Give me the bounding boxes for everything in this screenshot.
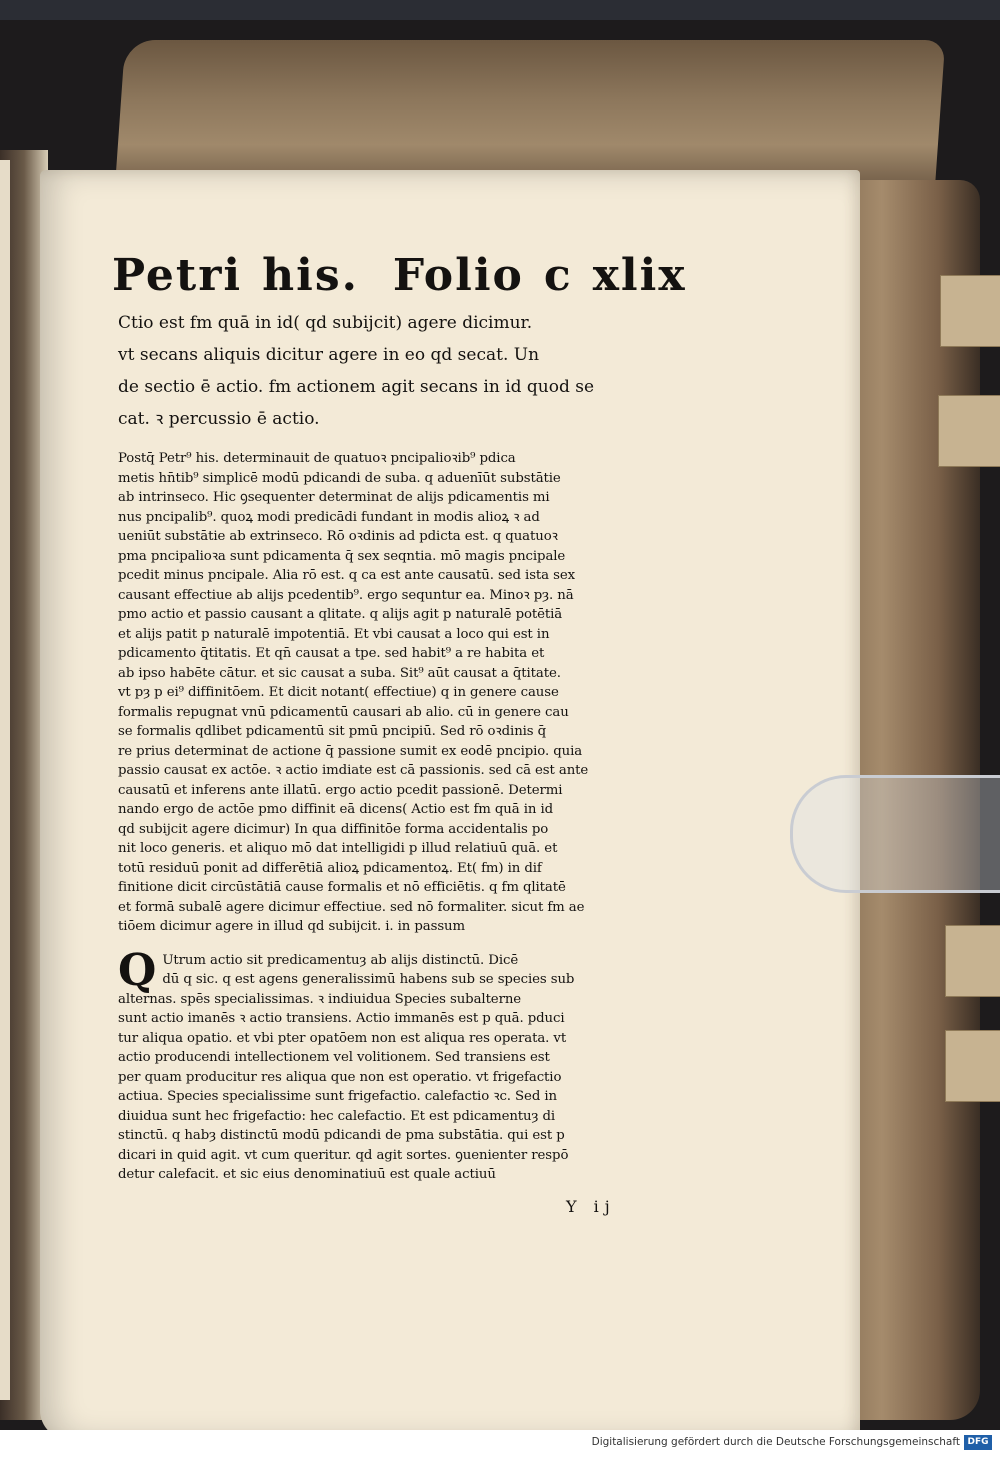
commentary-line: causatū et inferens ante illatū. ergo actio pcedit passionē. Determi [118, 782, 563, 798]
intro-line: Ctio est fm quā in id( qd subijcit) agere dicimur. [118, 313, 533, 333]
question-line: dū q sic. q est agens generalissimū habens sub se species sub [162, 972, 575, 987]
scanner-clamp [790, 775, 1000, 893]
question-line: stinctū. q habȝ distinctū modū pdicandi de pma substātia. qui est p [118, 1128, 565, 1143]
commentary-line: re prius determinat de actione q̄ passione sumit ex eodē pncipio. quia [118, 743, 583, 759]
commentary-line: tiōem dicimur agere in illud qd subijcit. i. in passum [118, 919, 466, 934]
commentary-line: pdicamento q̄titatis. Et qn̄ causat a tpe. sed habit⁹ a re habita et [118, 646, 545, 661]
commentary-line: causant effectiue ab alijs pcedentib⁹. ergo sequntur ea. Minoꝛ pȝ. nā [118, 587, 574, 603]
commentary-line: finitione dicit circūstātiā cause formalis et nō efficiētis. q fm qlitatē [118, 880, 566, 895]
commentary-line: Postq̄ Petr⁹ his. determinauit de quatuoꝛ pncipalioꝛib⁹ pdica [118, 451, 516, 466]
intro-line: vt secans aliquis dicitur agere in eo qd secat. Un [118, 345, 540, 365]
page-top-edge [115, 40, 945, 190]
header-word: Folio [392, 250, 524, 301]
question-line: actio producendi intellectionem vel volitionem. Sed transiens est [118, 1050, 550, 1065]
commentary-line: passio causat ex actōe. ꝛ actio imdiate est cā passionis. sed cā est ante [118, 763, 589, 778]
commentary-line: ab intrinseco. Hic ꝯsequenter determinat de alijs pdicamentis mi [118, 490, 550, 505]
credit-text: Digitalisierung gefördert durch die Deutsche Forschungsgemeinschaft [591, 1436, 960, 1448]
question-line: alternas. spēs specialissimas. ꝛ indiuidua Species subalterne [118, 991, 522, 1007]
question-line: detur calefacit. et sic eius denominatiuū est quale actiuū [118, 1167, 496, 1182]
left-page-strip [0, 160, 10, 1400]
commentary-line: nus pncipalib⁹. quoꝝ modi predicādi fundant in modis alioꝝ ꝛ ad [118, 509, 540, 525]
commentary-line: et alijs patit p naturalē impotentiā. Et vbi causat a loco qui est in [118, 626, 550, 642]
clasp-strap [945, 925, 1000, 997]
commentary-line: pcedit minus pncipale. Alia rō est. q ca est ante causatū. sed ista sex [118, 568, 576, 583]
commentary-line: se formalis qdlibet pdicamentū sit pmū pncipiū. Sed rō oꝛdinis q̄ [118, 724, 547, 739]
commentary-line: ueniūt substātie ab extrinseco. Rō oꝛdinis ad pdicta est. q quatuoꝛ [118, 529, 558, 544]
dfg-logo: DFG [964, 1435, 992, 1450]
question-text [118, 944, 638, 1185]
commentary-line: totū residuū ponit ad differētiā alioꝝ pdicamentoꝝ. Et( fm) in dif [118, 860, 542, 876]
commentary-line: pma pncipalioꝛa sunt pdicamenta q̄ sex seqntia. mō magis pncipale [118, 548, 566, 564]
question-line: diuidua sunt hec frigefactio: hec calefactio. Et est pdicamentuȝ di [118, 1108, 556, 1124]
question-line: actiua. Species specialissime sunt frigefactio. calefactio ꝛc. Sed in [118, 1089, 557, 1104]
commentary-line: et formā subalē agere dicimur effectiue. sed nō formaliter. sicut fm ae [118, 899, 585, 915]
header-word: his. [262, 250, 359, 301]
question-line: sunt actio imanēs ꝛ actio transiens. Actio immanēs est p quā. pduci [118, 1011, 565, 1026]
intro-text [118, 307, 638, 435]
running-header [112, 250, 687, 301]
commentary-line: qd subijcit agere dicimur) In qua diffinitōe forma accidentalis po [118, 821, 549, 837]
intro-line: de sectio ē actio. fm actionem agit secans in id quod se [118, 377, 595, 397]
commentary-line: ab ipso habēte cātur. et sic causat a suba. Sit⁹ aūt causat a q̄titate. [118, 665, 561, 681]
question-line: Utrum actio sit predicamentuȝ ab alijs distinctū. Dicē [162, 952, 519, 968]
intro-line: cat. ꝛ percussio ē actio. [118, 409, 320, 429]
initial-letter: Q [118, 944, 157, 996]
question-line: tur aliqua opatio. et vbi pter opatōem non est aliqua res operata. vt [118, 1030, 567, 1046]
commentary-text [118, 449, 638, 937]
clasp-strap [945, 1030, 1000, 1102]
signature-mark: Y ij [566, 1197, 616, 1216]
page-text [112, 250, 687, 1185]
commentary-line: nit loco generis. et aliquo mō dat intelligidi p illud relatiuū quā. et [118, 841, 558, 856]
clasp-strap [940, 275, 1000, 347]
question-line: per quam producitur res aliqua que non est operatio. vt frigefactio [118, 1069, 562, 1085]
commentary-line: formalis repugnat vnū pdicamentū causari ab alio. cū in genere cau [118, 704, 569, 720]
question-line: dicari in quid agit. vt cum queritur. qd agit sortes. ꝯuenienter respō [118, 1147, 569, 1163]
header-word: Petri [112, 250, 243, 301]
commentary-line: vt pȝ p ei⁹ diffinitōem. Et dicit notant( effectiue) q in genere cause [118, 685, 559, 700]
credit-bar [0, 1430, 1000, 1457]
clasp-strap [938, 395, 1000, 467]
header-word: xlix [592, 250, 687, 301]
commentary-line: metis hn̄tib⁹ simplicē modū pdicandi de suba. q aduenīūt substātie [118, 470, 561, 486]
header-word: c [543, 250, 573, 301]
commentary-line: nando ergo de actōe pmo diffinit eā dicens( Actio est fm quā in id [118, 802, 554, 817]
commentary-line: pmo actio et passio causant a qlitate. q alijs agit p naturalē potētiā [118, 607, 563, 622]
